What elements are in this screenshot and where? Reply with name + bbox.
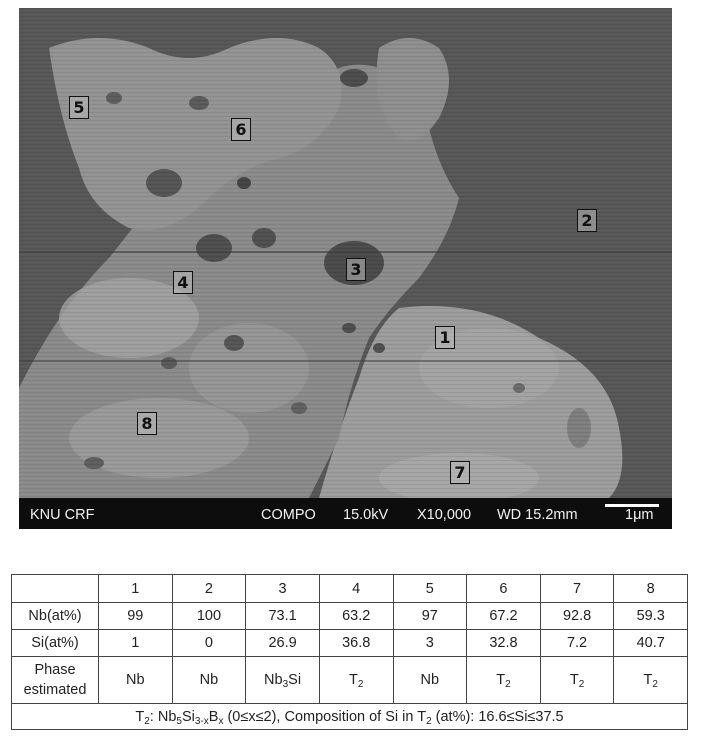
row-label-phase xyxy=(12,657,99,704)
table-cell: 67.2 xyxy=(467,603,541,630)
table-cell: 92.8 xyxy=(540,603,614,630)
table-footnote-row xyxy=(12,704,688,730)
table-cell: 100 xyxy=(172,603,246,630)
column-header: 3 xyxy=(246,575,320,603)
column-header: 6 xyxy=(467,575,541,603)
point-marker-3: 3 xyxy=(346,258,366,281)
table-cell: 7.2 xyxy=(540,630,614,657)
table-header-row xyxy=(12,575,688,603)
voltage-label: 15.0kV xyxy=(343,507,389,523)
point-marker-1: 1 xyxy=(435,326,455,349)
table-cell: 40.7 xyxy=(614,630,688,657)
table-cell: 59.3 xyxy=(614,603,688,630)
mode-label: COMPO xyxy=(261,507,316,523)
phase-cell: $T_2$ xyxy=(540,657,614,704)
table-cell: 97 xyxy=(393,603,467,630)
point-marker-5: 5 xyxy=(69,96,89,119)
column-header: 4 xyxy=(319,575,393,603)
table-cell: 63.2 xyxy=(319,603,393,630)
phase-label-line2: estimated xyxy=(23,682,87,698)
phase-cell: Nb xyxy=(99,657,173,704)
working-distance-label: WD 15.2mm xyxy=(497,507,578,523)
column-header: 2 xyxy=(172,575,246,603)
row-label-si: Si(at%) xyxy=(12,630,99,657)
table-cell: 73.1 xyxy=(246,603,320,630)
point-marker-6: 6 xyxy=(231,118,251,141)
header-empty-cell xyxy=(12,575,99,603)
phase-cell: $T_2$ xyxy=(319,657,393,704)
column-header: 7 xyxy=(540,575,614,603)
table-cell: 26.9 xyxy=(246,630,320,657)
point-marker-4: 4 xyxy=(173,271,193,294)
table-cell: 99 xyxy=(99,603,173,630)
scale-label: 1μm xyxy=(625,507,654,523)
micrograph-image xyxy=(19,8,672,498)
magnification-label: X10,000 xyxy=(417,507,472,523)
phase-label-line1: Phase xyxy=(34,662,76,678)
table-row-nb xyxy=(12,603,688,630)
point-marker-2: 2 xyxy=(577,209,597,232)
sem-micrograph xyxy=(19,8,672,529)
point-marker-8: 8 xyxy=(137,412,157,435)
table-cell: 36.8 xyxy=(319,630,393,657)
row-label-nb: Nb(at%) xyxy=(12,603,99,630)
point-marker-7: 7 xyxy=(450,461,470,484)
composition-table xyxy=(11,574,688,730)
column-header: 1 xyxy=(99,575,173,603)
lab-label: KNU CRF xyxy=(30,507,95,523)
phase-cell: $T_2$ xyxy=(614,657,688,704)
table-row-phase xyxy=(12,657,688,704)
table-cell: 0 xyxy=(172,630,246,657)
column-header: 8 xyxy=(614,575,688,603)
phase-cell: $Nb_3Si$ xyxy=(246,657,320,704)
table-cell: 3 xyxy=(393,630,467,657)
table-cell: 32.8 xyxy=(467,630,541,657)
table-cell: 1 xyxy=(99,630,173,657)
phase-cell: Nb xyxy=(172,657,246,704)
table-row-si xyxy=(12,630,688,657)
phase-cell: Nb xyxy=(393,657,467,704)
column-header: 5 xyxy=(393,575,467,603)
phase-cell: $T_2$ xyxy=(467,657,541,704)
table-footnote: $T_2$: $Nb_5Si_{3-x}B_x$ (0≤x≤2), Composition of Si in $T_2$ (at%): 16.6≤Si≤37.5 xyxy=(12,704,688,730)
sem-info-bar xyxy=(19,498,672,529)
